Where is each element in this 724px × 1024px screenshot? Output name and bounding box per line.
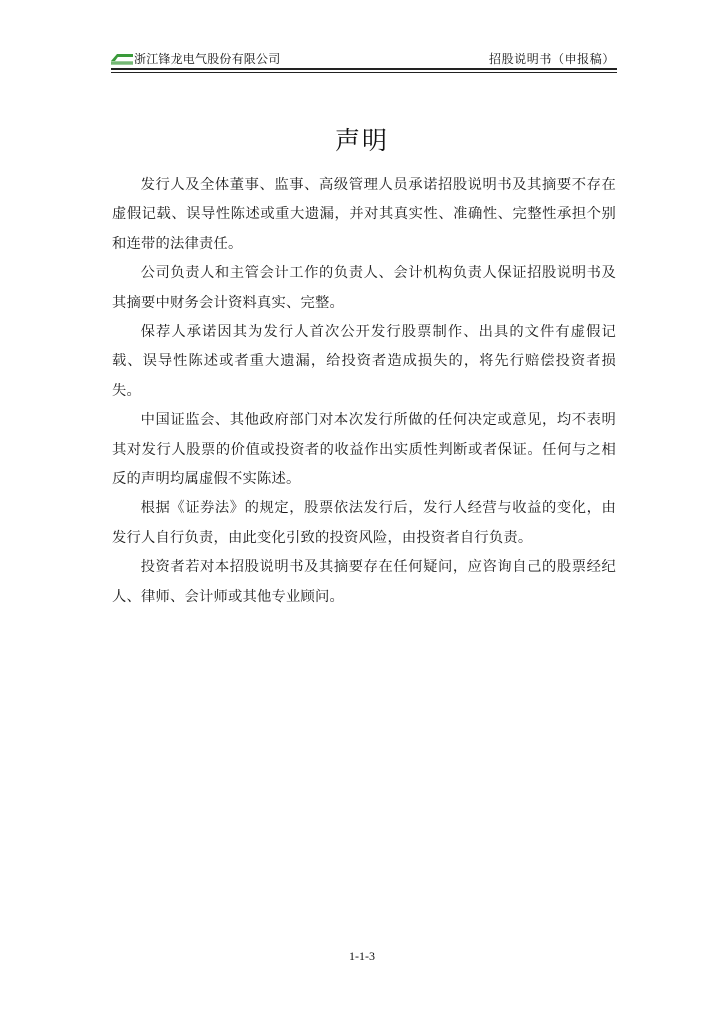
page-header: [111, 50, 617, 68]
document-type: 招股说明书（申报稿）: [488, 52, 615, 66]
company-name: 浙江锋龙电气股份有限公司: [134, 52, 281, 66]
paragraph: 保荐人承诺因其为发行人首次公开发行股票制作、出具的文件有虚假记载、误导性陈述或者重大遗漏，给投资者造成损失的，将先行赔偿投资者损失。: [112, 324, 616, 399]
declaration-body: [112, 171, 616, 612]
paragraph: 中国证监会、其他政府部门对本次发行所做的任何决定或意见，均不表明其对发行人股票的价值或投资者的收益作出实质性判断或者保证。任何与之相反的声明均属虚假不实陈述。: [112, 412, 616, 488]
paragraph: 根据《证券法》的规定，股票依法发行后，发行人经营与收益的变化，由发行人自行负责，由此变化引致的投资风险，由投资者自行负责。: [112, 500, 616, 546]
paragraph: 公司负责人和主管会计工作的负责人、会计机构负责人保证招股说明书及其摘要中财务会计资料真实、完整。: [112, 265, 616, 311]
header-rule-thick: [111, 68, 617, 70]
page-title: 声明: [334, 125, 389, 155]
header-left: [111, 50, 280, 68]
header-rule-thin: [111, 72, 617, 73]
company-logo-icon: [111, 53, 133, 65]
page-number: 1-1-3: [349, 949, 375, 963]
paragraph: 投资者若对本招股说明书及其摘要存在任何疑问，应咨询自己的股票经纪人、律师、会计师或其他专业顾问。: [112, 559, 616, 605]
paragraph: 发行人及全体董事、监事、高级管理人员承诺招股说明书及其摘要不存在虚假记载、误导性陈述或重大遗漏，并对其真实性、准确性、完整性承担个别和连带的法律责任。: [112, 177, 616, 252]
